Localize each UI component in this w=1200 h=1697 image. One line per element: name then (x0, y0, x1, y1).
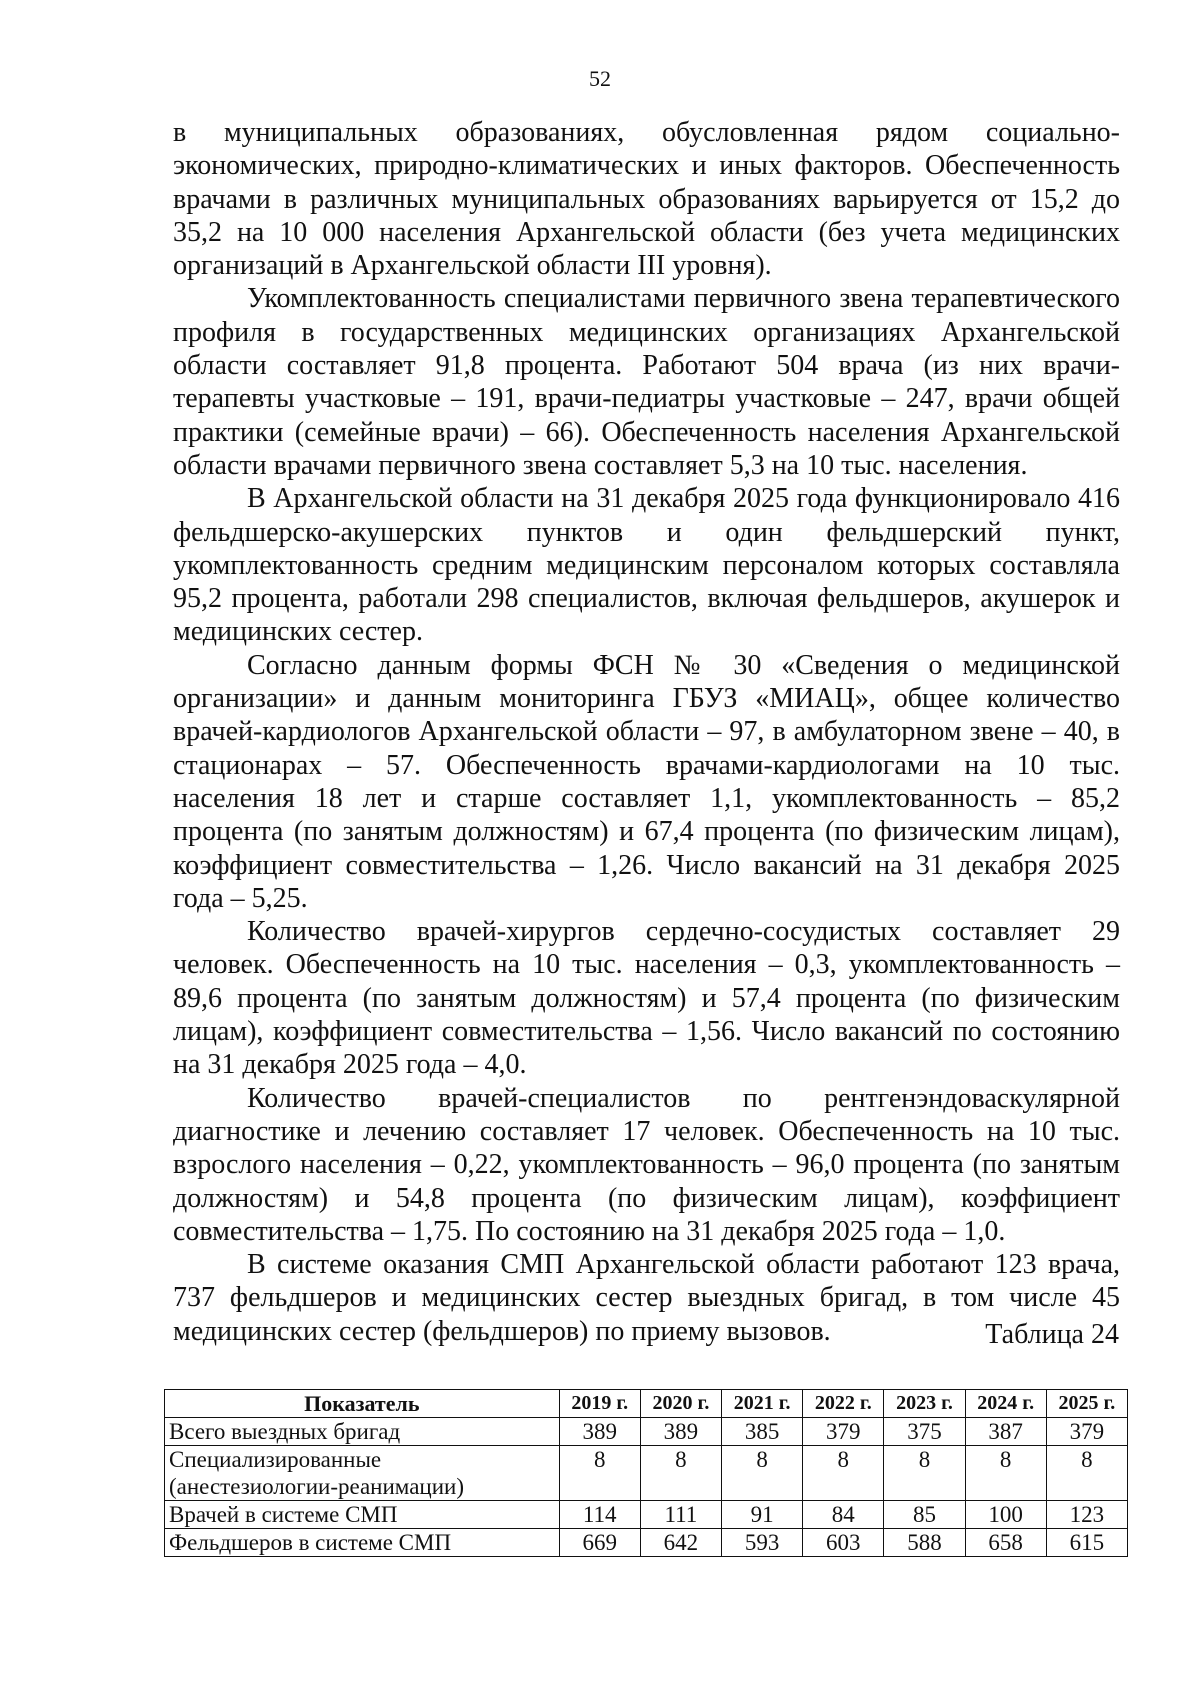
table-cell: 379 (803, 1418, 884, 1446)
table-header-row (165, 1390, 1128, 1418)
column-header: 2020 г. (640, 1390, 721, 1418)
table-cell: 389 (559, 1418, 640, 1446)
column-header: 2021 г. (722, 1390, 803, 1418)
table-cell: 593 (722, 1529, 803, 1557)
column-header: 2025 г. (1046, 1390, 1127, 1418)
column-header: Показатель (165, 1390, 560, 1418)
table-cell: 603 (803, 1529, 884, 1557)
table-caption: Таблица 24 (985, 1319, 1119, 1350)
table-cell: 8 (722, 1446, 803, 1501)
data-table (164, 1389, 1128, 1557)
table-cell: 669 (559, 1529, 640, 1557)
table-cell: 111 (640, 1501, 721, 1529)
table-cell: 123 (1046, 1501, 1127, 1529)
column-header: 2024 г. (965, 1390, 1046, 1418)
paragraph: Согласно данным формы ФСН № 30 «Сведения о медицинской организации» и данным мониторинга ГБУЗ «МИАЦ», общее количество врачей-кардиологов Архангельской области – 97, в амбулаторном звене – 40, в стационарах – 57. Обеспеченность врачами-кардиологами на 10 тыс. населения 18 лет и старше составляет 1,1, укомплектованность – 85,2 процента (по занятым должностям) и 67,4 процента (по физическим лицам), коэффициент совместительства – 1,26. Число вакансий на 31 декабря 2025 года – 5,25. (173, 649, 1120, 914)
paragraph: В системе оказания СМП Архангельской области работают 123 врача, 737 фельдшеров и медицинских сестер выездных бригад, в том числе 45 медицинских сестер (фельдшеров) по приему вызовов. (173, 1249, 1120, 1347)
table-cell: 100 (965, 1501, 1046, 1529)
table-cell: 658 (965, 1529, 1046, 1557)
paragraph: Количество врачей-хирургов сердечно-сосудистых составляет 29 человек. Обеспеченность на 10 тыс. населения – 0,3, укомплектованность – 89,6 процента (по занятым должностям) и 57,4 процента (по физическим лицам), коэффициент совместительства – 1,56. Число вакансий по состоянию на 31 декабря 2025 года – 4,0. (173, 916, 1120, 1081)
table-cell: 375 (884, 1418, 965, 1446)
paragraph: В Архангельской области на 31 декабря 2025 года функционировало 416 фельдшерско-акушерских пунктов и один фельдшерский пункт, укомплектованность средним медицинским персоналом которых составляла 95,2 процента, работали 298 специалистов, включая фельдшеров, акушерок и медицинских сестер. (173, 483, 1120, 648)
table-cell: 389 (640, 1418, 721, 1446)
table-cell: 8 (1046, 1446, 1127, 1501)
column-header: 2023 г. (884, 1390, 965, 1418)
table-cell: 588 (884, 1529, 965, 1557)
table-row (165, 1501, 1128, 1529)
column-header: 2019 г. (559, 1390, 640, 1418)
table-cell: 8 (640, 1446, 721, 1501)
table-row (165, 1446, 1128, 1501)
row-label: Фельдшеров в системе СМП (165, 1529, 560, 1557)
row-label: Всего выездных бригад (165, 1418, 560, 1446)
table-cell: 8 (559, 1446, 640, 1501)
table-cell: 615 (1046, 1529, 1127, 1557)
table-cell: 8 (884, 1446, 965, 1501)
table-cell: 85 (884, 1501, 965, 1529)
table-cell: 8 (965, 1446, 1046, 1501)
table-cell: 642 (640, 1529, 721, 1557)
column-header: 2022 г. (803, 1390, 884, 1418)
page-number: 52 (589, 66, 611, 91)
table-cell: 385 (722, 1418, 803, 1446)
paragraph: Укомплектованность специалистами первичного звена терапевтического профиля в государственных медицинских организациях Архангельской области составляет 91,8 процента. Работают 504 врача (из них врачи-терапевты участковые – 191, врачи-педиатры участковые – 247, врачи общей практики (семейные врачи) – 66). Обеспеченность населения Архангельской области врачами первичного звена составляет 5,3 на 10 тыс. населения. (173, 283, 1120, 481)
paragraph: в муниципальных образованиях, обусловленная рядом социально-экономических, природно-климатических и иных факторов. Обеспеченность врачами в различных муниципальных образованиях варьируется от 15,2 до 35,2 на 10 000 населения Архангельской области (без учета медицинских организаций в Архангельской области III уровня). (173, 117, 1120, 282)
row-label: Врачей в системе СМП (165, 1501, 560, 1529)
table-cell: 91 (722, 1501, 803, 1529)
table-cell: 8 (803, 1446, 884, 1501)
paragraph: Количество врачей-специалистов по рентгенэндоваскулярной диагностике и лечению составляет 17 человек. Обеспеченность на 10 тыс. взрослого населения – 0,22, укомплектованность – 96,0 процента (по занятым должностям) и 54,8 процента (по физическим лицам), коэффициент совместительства – 1,75. По состоянию на 31 декабря 2025 года – 1,0. (173, 1082, 1120, 1247)
row-label: Специализированные (анестезиологии-реанимации) (165, 1446, 560, 1501)
table-row (165, 1529, 1128, 1557)
table-cell: 379 (1046, 1418, 1127, 1446)
body-text (173, 116, 1120, 1348)
table-row (165, 1418, 1128, 1446)
table-cell: 84 (803, 1501, 884, 1529)
table-cell: 387 (965, 1418, 1046, 1446)
table-cell: 114 (559, 1501, 640, 1529)
